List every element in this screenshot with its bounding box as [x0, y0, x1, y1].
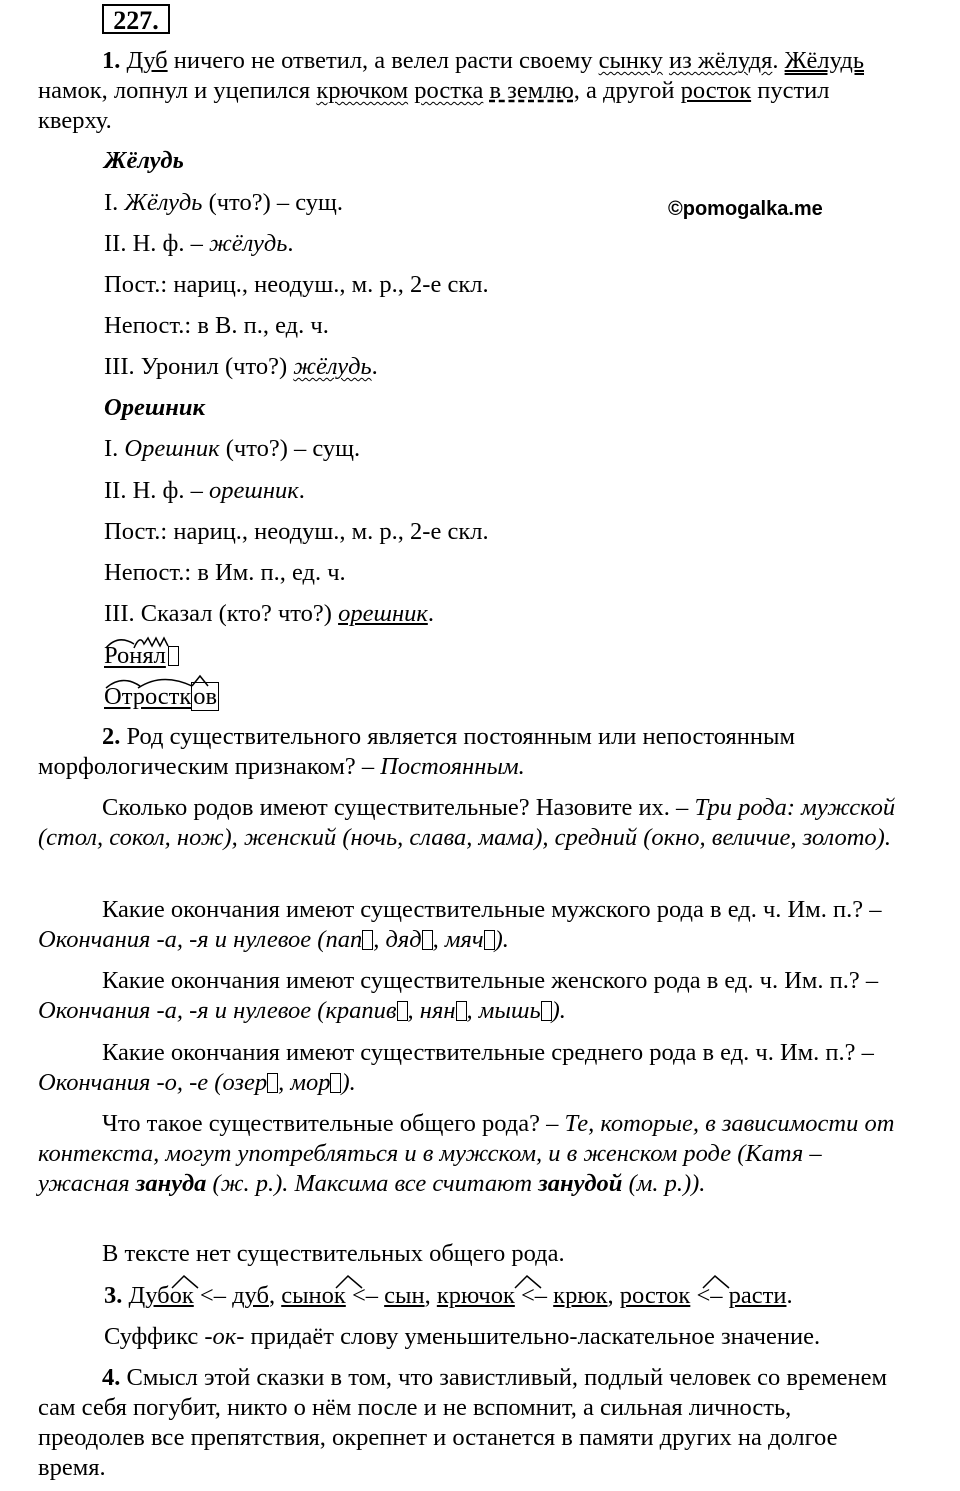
word-kryuchok: крючок — [436, 1282, 515, 1309]
section-number-4: 4. — [102, 1364, 121, 1391]
oreshnik-line-5 — [104, 599, 434, 629]
text: . — [298, 477, 305, 504]
text: намок, лопнул и уцепился — [38, 77, 317, 104]
word-dub: дуб — [232, 1282, 269, 1309]
text: II. Н. ф. – — [104, 477, 210, 504]
text: , а другой — [573, 77, 681, 104]
text: жёлудь — [209, 230, 288, 257]
zheluds-line-2 — [104, 229, 294, 259]
word-synok: сынок — [281, 1282, 346, 1309]
text: Какие окончания имеют существительные женского рода в ед. ч. Им. п.? – — [102, 967, 879, 994]
word-kryuchkom: крючком — [316, 77, 409, 104]
text: , дяд — [373, 926, 422, 953]
morph-marks-ronyal — [104, 632, 194, 652]
suffix-mark-rostok — [703, 1276, 729, 1288]
section-2-para-1 — [38, 722, 898, 782]
section-2-para-4 — [38, 966, 898, 1026]
arrow: <– — [690, 1282, 729, 1309]
section-4 — [38, 1363, 898, 1483]
text: Постоянным. — [380, 753, 525, 780]
text: (что?) – сущ. — [202, 189, 344, 216]
text: . — [287, 230, 294, 257]
text: III. Уронил (что?) — [104, 353, 294, 380]
prefix-arc — [106, 680, 140, 688]
ending-box: ов — [193, 683, 218, 710]
text: Три рода: мужской (стол, сокол, нож), женский (ночь, слава, мама), средний (окно, величие, золото). — [38, 794, 896, 851]
text: . — [427, 600, 434, 627]
oreshnik-line-4: Непост.: в Им. п., ед. ч. — [104, 559, 346, 586]
text: пустил кверху. — [38, 77, 830, 134]
suffix-mark — [192, 676, 208, 686]
arrow: <– — [514, 1282, 554, 1309]
text: зануда — [135, 1170, 207, 1197]
suffix-mark-dubok — [172, 1276, 198, 1288]
text: , мор — [278, 1069, 331, 1096]
text: III. Сказал (кто? что?) — [104, 600, 339, 627]
word-rostok: росток — [619, 1282, 691, 1309]
word-syn: сын — [384, 1282, 425, 1309]
text: ). — [341, 1069, 356, 1096]
ending-box — [397, 1001, 408, 1021]
text: Какие окончания имеют существительные мужского рода в ед. ч. Им. п.? – — [102, 896, 882, 923]
ending-box — [330, 1073, 341, 1093]
text: ничего не ответил, а велел расти своему — [167, 47, 599, 74]
text: Окончания -а, -я и нулевое (пап — [38, 926, 363, 953]
word-rostka: ростка — [414, 77, 484, 104]
word-iz-zheludya: из жёлудя — [668, 47, 773, 74]
ending-box — [362, 930, 373, 950]
text: занудой — [538, 1170, 623, 1197]
text: (ж. р.). Максима все считают — [206, 1170, 539, 1197]
morph-marks-otrostkov — [104, 672, 234, 692]
text: -ок- — [204, 1323, 245, 1350]
text: Род существительного является постоянным или непостоянным морфологическим признаком? – — [38, 723, 795, 780]
text: , — [424, 1282, 437, 1309]
zheluds-line-3: Пост.: нариц., неодуш., м. р., 2-е скл. — [104, 271, 489, 298]
prefix-arc — [106, 640, 134, 648]
section-number-3: 3. — [104, 1282, 123, 1309]
ending-box — [484, 930, 495, 950]
suffix-marks-section-3 — [0, 1272, 960, 1292]
section-number-2: 2. — [102, 723, 121, 750]
text: II. Н. ф. – — [104, 230, 210, 257]
text: орешник — [209, 477, 299, 504]
section-3-line-2 — [104, 1322, 820, 1352]
text: (м. р.)). — [622, 1170, 706, 1197]
heading-zheluds: Жёлудь — [104, 147, 184, 174]
section-2-para-6 — [38, 1109, 898, 1199]
word-synku: сынку — [598, 47, 663, 74]
section-number-1: 1. — [102, 47, 121, 74]
section-2-para-7: В тексте нет существительных общего рода. — [102, 1240, 565, 1267]
root-arc — [138, 679, 192, 688]
text: Сколько родов имеют существительные? Назовите их. – — [102, 794, 695, 821]
zheluds-line-1 — [104, 188, 343, 218]
text: , — [268, 1282, 282, 1309]
text: . — [772, 47, 779, 74]
word-zheluds: Жёлудь — [784, 47, 865, 74]
text: . — [786, 1282, 793, 1309]
section-2-para-3 — [38, 895, 898, 955]
text: , мяч — [432, 926, 484, 953]
text: ). — [494, 926, 509, 953]
word-dub: Дуб — [126, 47, 168, 74]
word-rostok: росток — [680, 77, 752, 104]
text: Орешник — [124, 435, 220, 462]
suffix-mark-synok — [336, 1276, 362, 1288]
text: орешник — [338, 600, 428, 627]
text: , нян — [407, 997, 456, 1024]
text: Те, которые, в зависимости от контекста, могут употребляться и в мужском, и в женском роде (Катя – ужасная — [38, 1110, 895, 1197]
text: жёлудь — [293, 353, 372, 380]
text: Смысл этой сказки в том, что завистливый, подлый человек со временем сам себя погубит, никто о нём после и не вспомнит, а сильная личность, преодолев все препятствия, окрепнет и останется в памяти других на долгое время. — [38, 1364, 887, 1481]
text: . — [371, 353, 378, 380]
arrow: <– — [193, 1282, 233, 1309]
text: , — [607, 1282, 620, 1309]
text: (что?) – сущ. — [219, 435, 361, 462]
section-2-para-5 — [38, 1038, 898, 1098]
text: Что такое существительные общего рода? – — [102, 1110, 565, 1137]
word-rasti: расти — [728, 1282, 787, 1309]
root-arc-suffix — [134, 638, 168, 648]
word-v-zemlyu: в землю — [489, 77, 574, 104]
oreshnik-line-3: Пост.: нариц., неодуш., м. р., 2-е скл. — [104, 518, 489, 545]
ending-box — [456, 1001, 467, 1021]
suffix-mark-kryuchok — [515, 1276, 541, 1288]
oreshnik-line-2 — [104, 476, 305, 506]
zheluds-line-5 — [104, 352, 378, 382]
text: Жёлудь — [124, 189, 203, 216]
section-2-para-2 — [38, 793, 898, 853]
ending-box — [267, 1073, 278, 1093]
text: I. — [104, 435, 125, 462]
text: придаёт слову уменьшительно-ласкательное значение. — [244, 1323, 821, 1350]
text: Какие окончания имеют существительные среднего рода в ед. ч. Им. п.? – — [102, 1039, 874, 1066]
arrow: <– — [345, 1282, 385, 1309]
zheluds-line-4: Непост.: в В. п., ед. ч. — [104, 312, 329, 339]
word-dubok: Дубок — [128, 1282, 194, 1309]
text: , мышь — [466, 997, 541, 1024]
text: Ронял — [104, 642, 166, 669]
ending-box — [541, 1001, 552, 1021]
oreshnik-line-1 — [104, 434, 360, 464]
sentence-1 — [38, 46, 898, 136]
text: Окончания -а, -я и нулевое (крапив — [38, 997, 397, 1024]
text: Окончания -о, -е (озер — [38, 1069, 268, 1096]
ending-box — [422, 930, 433, 950]
text: I. — [104, 189, 125, 216]
word-kryuk: крюк — [553, 1282, 608, 1309]
text: ). — [551, 997, 566, 1024]
watermark: ©pomogalka.me — [668, 198, 823, 220]
task-number: 227. — [102, 4, 170, 34]
text: Отростк — [104, 683, 192, 710]
text: Суффикс — [104, 1323, 205, 1350]
heading-oreshnik: Орешник — [104, 394, 205, 421]
